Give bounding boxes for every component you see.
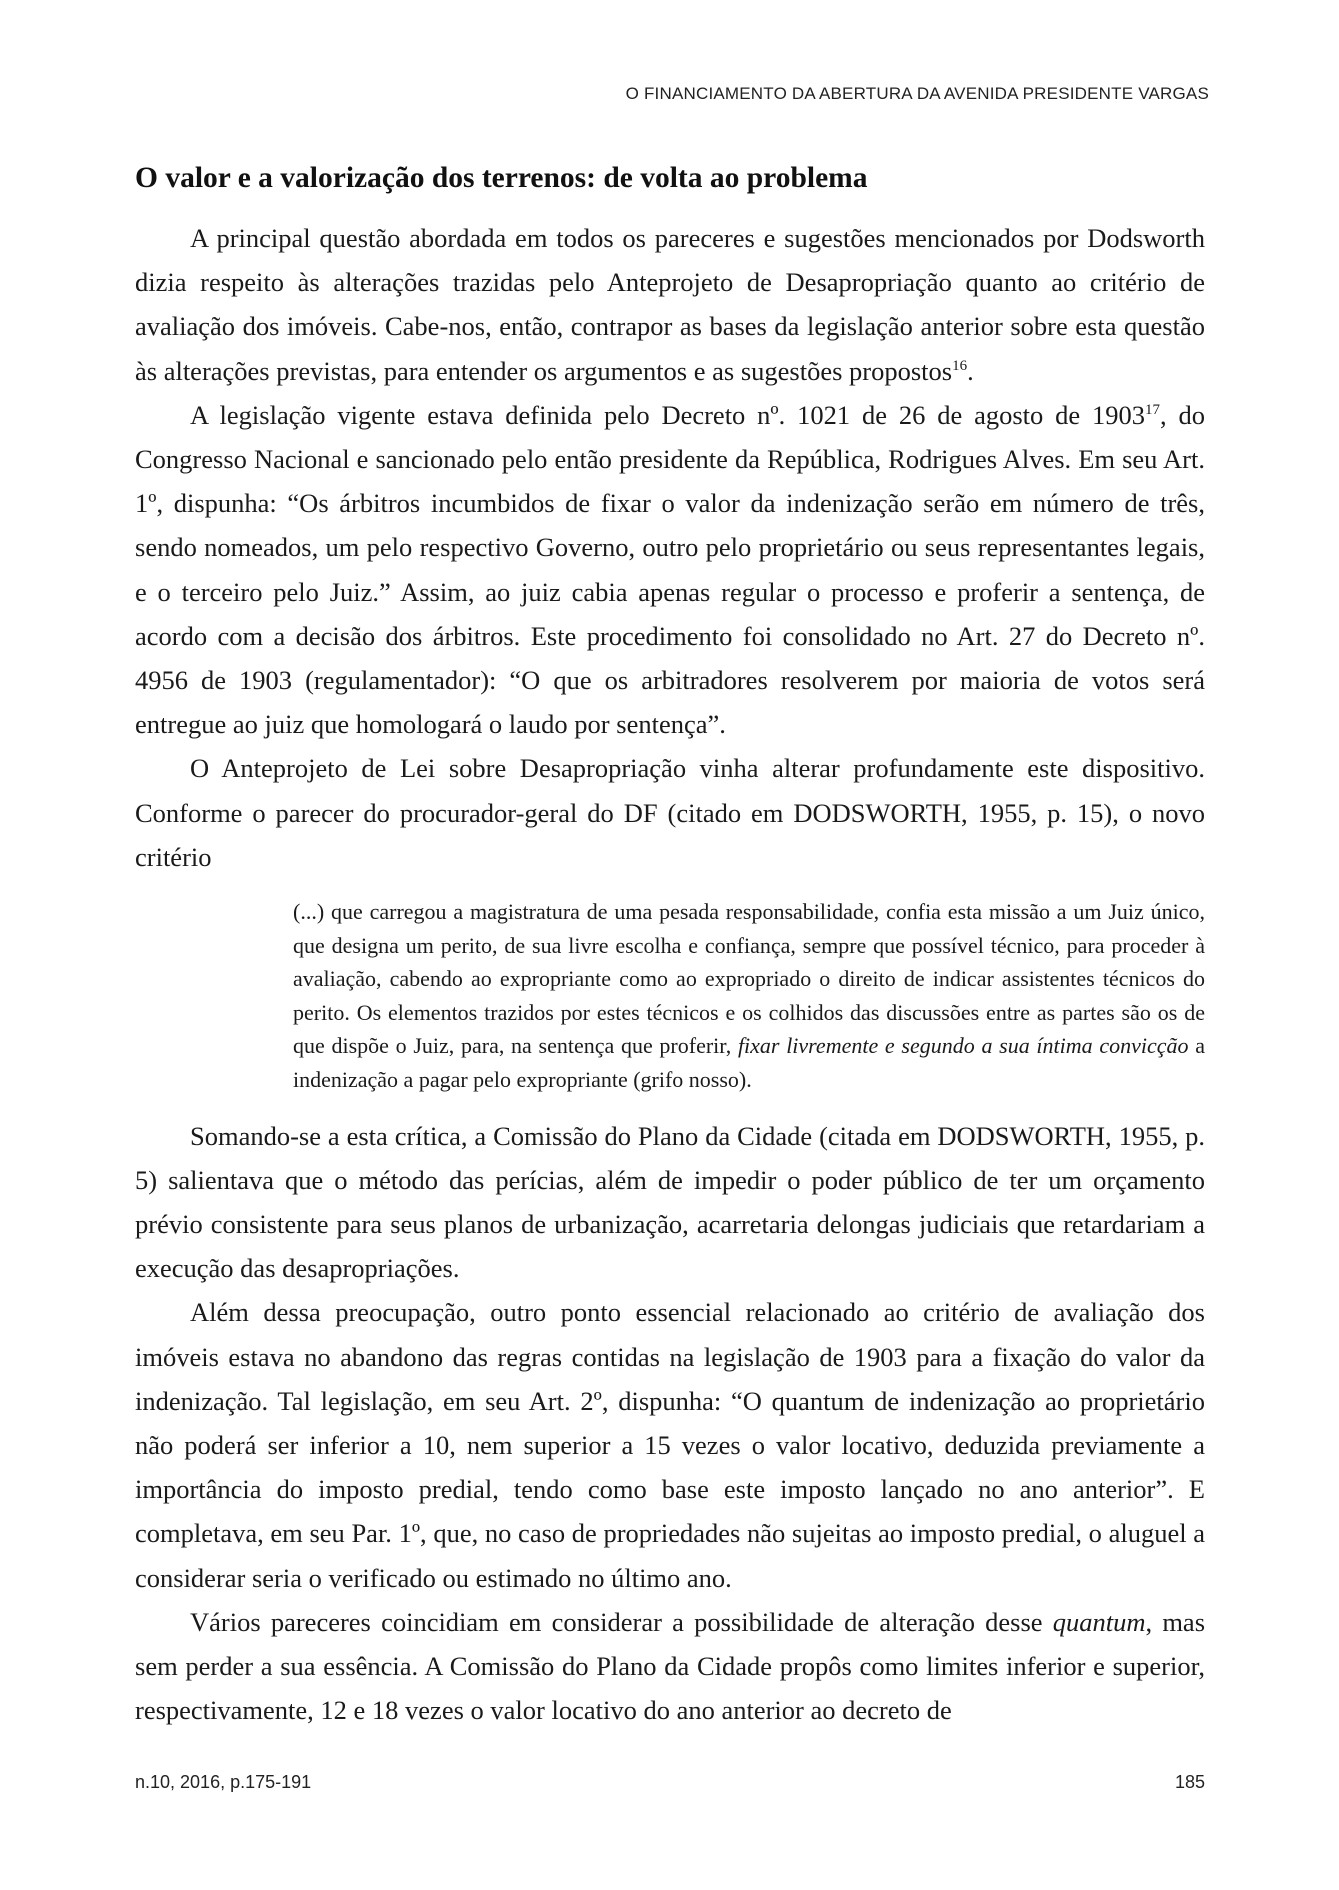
section-title: O valor e a valorização dos terrenos: de volta ao problema: [135, 162, 868, 194]
paragraph-1-end: .: [967, 355, 974, 386]
footer-citation: n.10, 2016, p.175-191: [135, 1772, 312, 1792]
paragraph-1-text: A principal questão abordada em todos os pareceres e sugestões mencionados por Dodsworth dizia respeito às alterações trazidas pelo Anteprojeto de Desapropriação quanto ao critério de avaliação dos imóveis. Cabe-nos, então, contrapor as bases da legislação anterior sobre esta questão às alterações previstas, para entender os argumentos e as sugestões propostos: [135, 223, 1205, 386]
paragraph-3: O Anteprojeto de Lei sobre Desapropriação vinha alterar profundamente este dispositivo. Conforme o parecer do procurador-geral do DF (citado em DODSWORTH, 1955, p. 15), o novo critério: [135, 753, 1205, 872]
article-body: [135, 216, 1205, 1732]
quote-emphasis: fixar livremente e segundo a sua íntima convicção: [737, 1033, 1189, 1059]
paragraph-6: [135, 1600, 1205, 1733]
quote-text-b: a indenização a pagar pelo expropriante (grifo nosso).: [293, 1033, 1206, 1093]
block-quote: [293, 895, 1205, 1097]
paragraph-6-emphasis: quantum: [1052, 1606, 1146, 1637]
paragraph-2-text-b: , do Congresso Nacional e sancionado pelo então presidente da República, Rodrigues Alves. Em seu Art. 1º, dispunha: “Os árbitros incumbidos de fixar o valor da indenização serão em número de três, sendo nomeados, um pelo respectivo Governo, outro pelo proprietário ou seus representantes legais, e o terceiro pelo Juiz.” Assim, ao juiz cabia apenas regular o processo e proferir a sentença, de acordo com a decisão dos árbitros. Este procedimento foi consolidado no Art. 27 do Decreto nº. 4956 de 1903 (regulamentador): “O que os arbitradores resolverem por maioria de votos será entregue ao juiz que homologará o laudo por sentença”.: [135, 399, 1206, 740]
footnote-ref-17: 17: [1145, 401, 1161, 418]
quote-text-a: (...) que carregou a magistratura de uma pesada responsabilidade, confia esta missão a um Juiz único, que designa um perito, de sua livre escolha e confiança, sempre que possível técnico, para proceder à avaliação, cabendo ao expropriante como ao expropriado o direito de indicar assistentes técnicos do perito. Os elementos trazidos por estes técnicos e os colhidos das discussões entre as partes são os de que dispõe o Juiz, para, na sentença que proferir,: [293, 899, 1205, 1059]
paragraph-2-text-a: A legislação vigente estava definida pelo Decreto nº. 1021 de 26 de agosto de 1903: [190, 399, 1146, 430]
footnote-ref-16: 16: [952, 357, 968, 374]
page-number: 185: [1174, 1772, 1205, 1792]
paragraph-6-text-b: , mas sem perder a sua essência. A Comissão do Plano da Cidade propôs como limites inferior e superior, respectivamente, 12 e 18 vezes o valor locativo do ano anterior ao decreto de: [135, 1606, 1206, 1726]
paragraph-6-text-a: Vários pareceres coincidiam em considerar a possibilidade de alteração desse: [190, 1606, 1053, 1637]
paragraph-1: [135, 216, 1205, 393]
paragraph-5: Além dessa preocupação, outro ponto essencial relacionado ao critério de avaliação dos imóveis estava no abandono das regras contidas na legislação de 1903 para a fixação do valor da indenização. Tal legislação, em seu Art. 2º, dispunha: “O quantum de indenização ao proprietário não poderá ser inferior a 10, nem superior a 15 vezes o valor locativo, deduzida previamente a importância do imposto predial, tendo como base este imposto lançado no ano anterior”. E completava, em seu Par. 1º, que, no caso de propriedades não sujeitas ao imposto predial, o aluguel a considerar seria o verificado ou estimado no último ano.: [135, 1297, 1205, 1593]
paragraph-4: Somando-se a esta crítica, a Comissão do Plano da Cidade (citada em DODSWORTH, 1955, p. 5) salientava que o método das perícias, além de impedir o poder público de ter um orçamento prévio consistente para seus planos de urbanização, acarretaria delongas judiciais que retardariam a execução das desapropriações.: [135, 1120, 1205, 1284]
paragraph-2: [135, 393, 1205, 747]
running-header: O FINANCIAMENTO DA ABERTURA DA AVENIDA PRESIDENTE VARGAS: [625, 84, 1209, 103]
